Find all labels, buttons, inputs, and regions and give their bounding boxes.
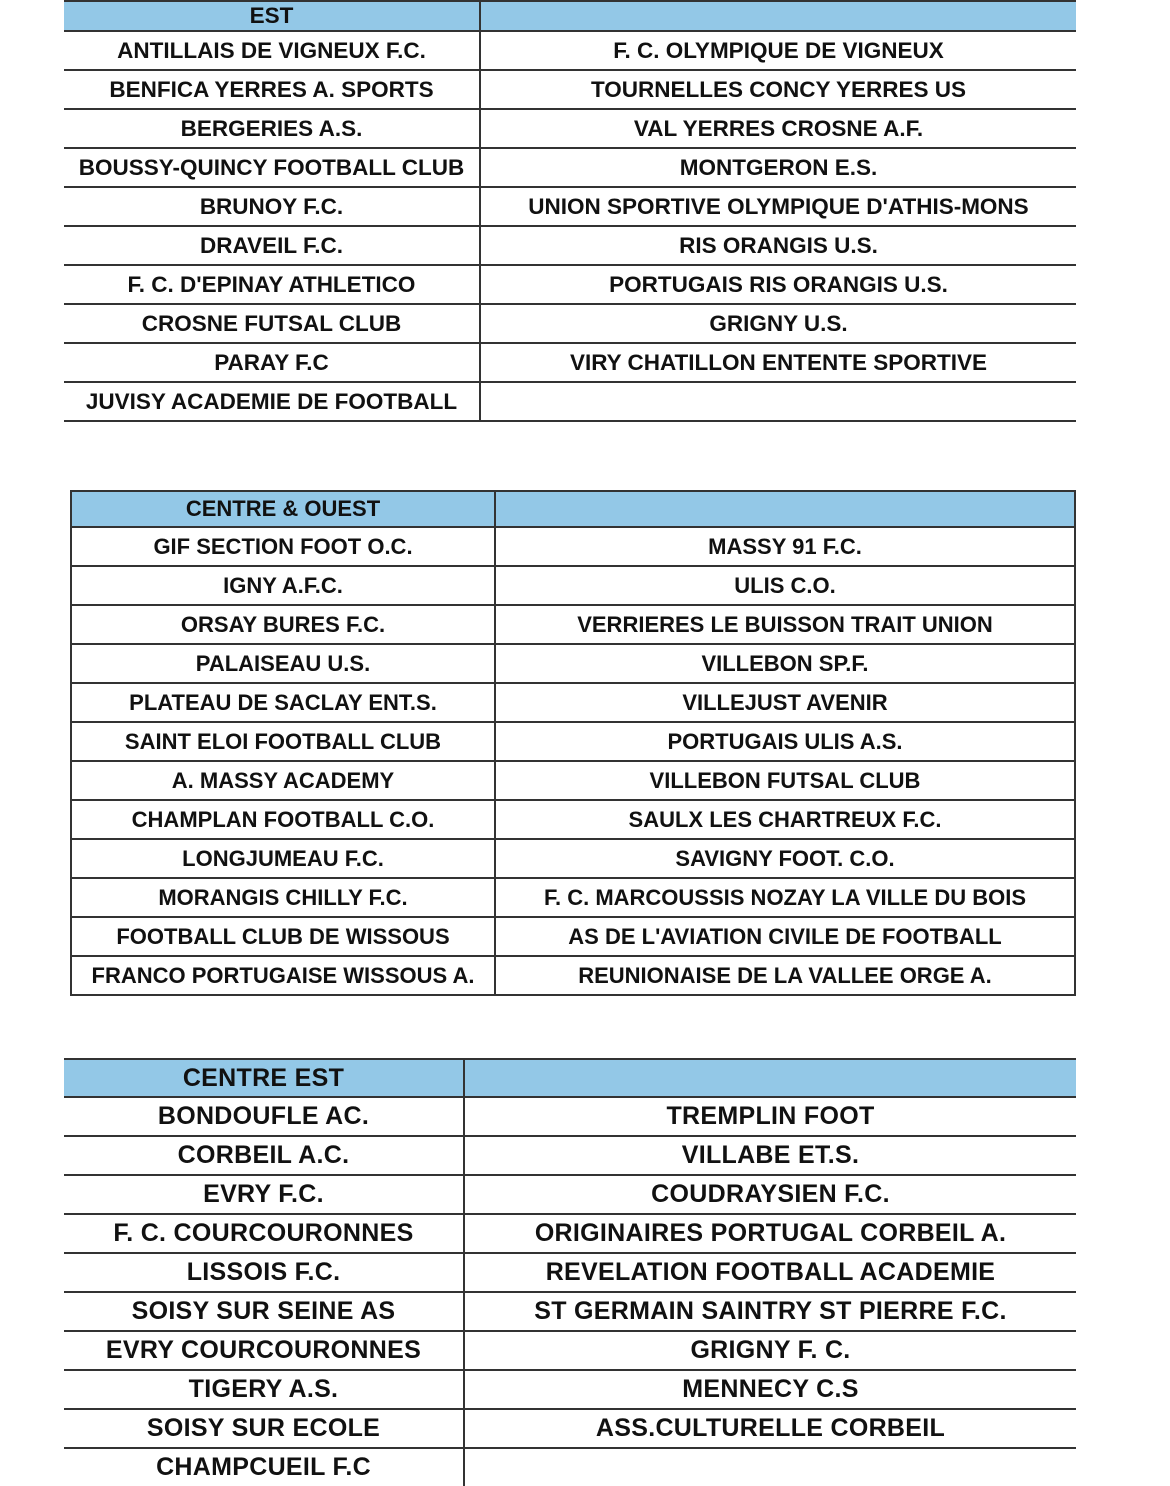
club-cell-left: GIF SECTION FOOT O.C. — [71, 527, 495, 566]
table-row — [64, 1331, 1076, 1370]
table-row — [71, 839, 1075, 878]
table-header-row — [64, 1059, 1076, 1097]
club-cell-left: F. C. D'EPINAY ATHLETICO — [64, 265, 480, 304]
club-cell-left: CHAMPLAN FOOTBALL C.O. — [71, 800, 495, 839]
club-cell-left: EVRY F.C. — [64, 1175, 464, 1214]
club-cell-left: ORSAY BURES F.C. — [71, 605, 495, 644]
club-cell-left: BONDOUFLE AC. — [64, 1097, 464, 1136]
table-row — [71, 878, 1075, 917]
club-cell-right: PORTUGAIS ULIS A.S. — [495, 722, 1075, 761]
table-row — [64, 109, 1076, 148]
table-row — [64, 1175, 1076, 1214]
table-body — [71, 491, 1075, 995]
club-cell-left: MORANGIS CHILLY F.C. — [71, 878, 495, 917]
club-cell-right: ST GERMAIN SAINTRY ST PIERRE F.C. — [464, 1292, 1076, 1331]
club-cell-right: PORTUGAIS RIS ORANGIS U.S. — [480, 265, 1076, 304]
club-cell-left: BENFICA YERRES A. SPORTS — [64, 70, 480, 109]
table-header-cell: CENTRE EST — [64, 1059, 464, 1097]
club-cell-right — [464, 1448, 1076, 1486]
table-header-cell: EST — [64, 1, 480, 31]
table-row — [64, 1214, 1076, 1253]
table-header-row — [64, 1, 1076, 31]
table-row — [71, 605, 1075, 644]
club-cell-left: IGNY A.F.C. — [71, 566, 495, 605]
club-cell-left: BERGERIES A.S. — [64, 109, 480, 148]
club-cell-right: RIS ORANGIS U.S. — [480, 226, 1076, 265]
table-row — [64, 1370, 1076, 1409]
club-cell-left: SAINT ELOI FOOTBALL CLUB — [71, 722, 495, 761]
club-cell-left: CORBEIL A.C. — [64, 1136, 464, 1175]
club-cell-right: VAL YERRES CROSNE A.F. — [480, 109, 1076, 148]
club-cell-right: UNION SPORTIVE OLYMPIQUE D'ATHIS-MONS — [480, 187, 1076, 226]
club-cell-left: F. C. COURCOURONNES — [64, 1214, 464, 1253]
club-cell-left: LONGJUMEAU F.C. — [71, 839, 495, 878]
club-cell-right: GRIGNY F. C. — [464, 1331, 1076, 1370]
club-cell-left: SOISY SUR ECOLE — [64, 1409, 464, 1448]
table-row — [71, 761, 1075, 800]
table-row — [64, 1097, 1076, 1136]
club-cell-left: PARAY F.C — [64, 343, 480, 382]
table-row — [64, 1409, 1076, 1448]
table-row — [64, 31, 1076, 70]
club-cell-right: TOURNELLES CONCY YERRES US — [480, 70, 1076, 109]
table-row — [64, 148, 1076, 187]
table-header-cell-empty — [464, 1059, 1076, 1097]
club-cell-right: MONTGERON E.S. — [480, 148, 1076, 187]
table-body — [64, 1059, 1076, 1486]
table-row — [71, 566, 1075, 605]
club-cell-left: FRANCO PORTUGAISE WISSOUS A. — [71, 956, 495, 995]
club-cell-right: VERRIERES LE BUISSON TRAIT UNION — [495, 605, 1075, 644]
club-cell-right: F. C. MARCOUSSIS NOZAY LA VILLE DU BOIS — [495, 878, 1075, 917]
table-row — [71, 917, 1075, 956]
table-centre-est — [64, 1058, 1076, 1486]
club-cell-left: FOOTBALL CLUB DE WISSOUS — [71, 917, 495, 956]
club-cell-right: COUDRAYSIEN F.C. — [464, 1175, 1076, 1214]
club-cell-right: GRIGNY U.S. — [480, 304, 1076, 343]
table-row — [64, 1136, 1076, 1175]
table-body — [64, 1, 1076, 421]
club-cell-left: A. MASSY ACADEMY — [71, 761, 495, 800]
table-row — [64, 1253, 1076, 1292]
table-row — [64, 304, 1076, 343]
table-row — [64, 1448, 1076, 1486]
club-cell-right: ULIS C.O. — [495, 566, 1075, 605]
club-cell-right: VIRY CHATILLON ENTENTE SPORTIVE — [480, 343, 1076, 382]
table-est — [64, 0, 1076, 422]
club-cell-right: TREMPLIN FOOT — [464, 1097, 1076, 1136]
table-header-row — [71, 491, 1075, 527]
club-cell-right: REUNIONAISE DE LA VALLEE ORGE A. — [495, 956, 1075, 995]
table-row — [71, 683, 1075, 722]
club-cell-right: AS DE L'AVIATION CIVILE DE FOOTBALL — [495, 917, 1075, 956]
table-row — [64, 382, 1076, 421]
club-cell-right: VILLEJUST AVENIR — [495, 683, 1075, 722]
table-row — [64, 187, 1076, 226]
club-cell-right: F. C. OLYMPIQUE DE VIGNEUX — [480, 31, 1076, 70]
club-cell-left: PLATEAU DE SACLAY ENT.S. — [71, 683, 495, 722]
club-cell-left: CROSNE FUTSAL CLUB — [64, 304, 480, 343]
table-centre-ouest — [70, 490, 1076, 996]
club-cell-right: MENNECY C.S — [464, 1370, 1076, 1409]
club-cell-right — [480, 382, 1076, 421]
club-cell-right: VILLEBON FUTSAL CLUB — [495, 761, 1075, 800]
table-row — [64, 226, 1076, 265]
table-row — [71, 956, 1075, 995]
table-row — [64, 70, 1076, 109]
club-cell-right: SAULX LES CHARTREUX F.C. — [495, 800, 1075, 839]
club-cell-left: SOISY SUR SEINE AS — [64, 1292, 464, 1331]
club-cell-right: REVELATION FOOTBALL ACADEMIE — [464, 1253, 1076, 1292]
table-header-cell-empty — [495, 491, 1075, 527]
table-row — [71, 722, 1075, 761]
club-cell-right: VILLABE ET.S. — [464, 1136, 1076, 1175]
table-row — [71, 527, 1075, 566]
table-header-cell-empty — [480, 1, 1076, 31]
club-cell-right: ASS.CULTURELLE CORBEIL — [464, 1409, 1076, 1448]
club-cell-left: JUVISY ACADEMIE DE FOOTBALL — [64, 382, 480, 421]
club-cell-left: ANTILLAIS DE VIGNEUX F.C. — [64, 31, 480, 70]
table-header-cell: CENTRE & OUEST — [71, 491, 495, 527]
club-cell-left: EVRY COURCOURONNES — [64, 1331, 464, 1370]
club-cell-right: VILLEBON SP.F. — [495, 644, 1075, 683]
club-cell-right: ORIGINAIRES PORTUGAL CORBEIL A. — [464, 1214, 1076, 1253]
club-cell-left: DRAVEIL F.C. — [64, 226, 480, 265]
club-cell-left: CHAMPCUEIL F.C — [64, 1448, 464, 1486]
club-cell-right: SAVIGNY FOOT. C.O. — [495, 839, 1075, 878]
club-cell-left: LISSOIS F.C. — [64, 1253, 464, 1292]
table-row — [64, 343, 1076, 382]
table-row — [64, 1292, 1076, 1331]
club-cell-left: TIGERY A.S. — [64, 1370, 464, 1409]
club-cell-left: BRUNOY F.C. — [64, 187, 480, 226]
table-row — [71, 644, 1075, 683]
table-row — [71, 800, 1075, 839]
club-cell-right: MASSY 91 F.C. — [495, 527, 1075, 566]
table-row — [64, 265, 1076, 304]
club-cell-left: BOUSSY-QUINCY FOOTBALL CLUB — [64, 148, 480, 187]
club-cell-left: PALAISEAU U.S. — [71, 644, 495, 683]
